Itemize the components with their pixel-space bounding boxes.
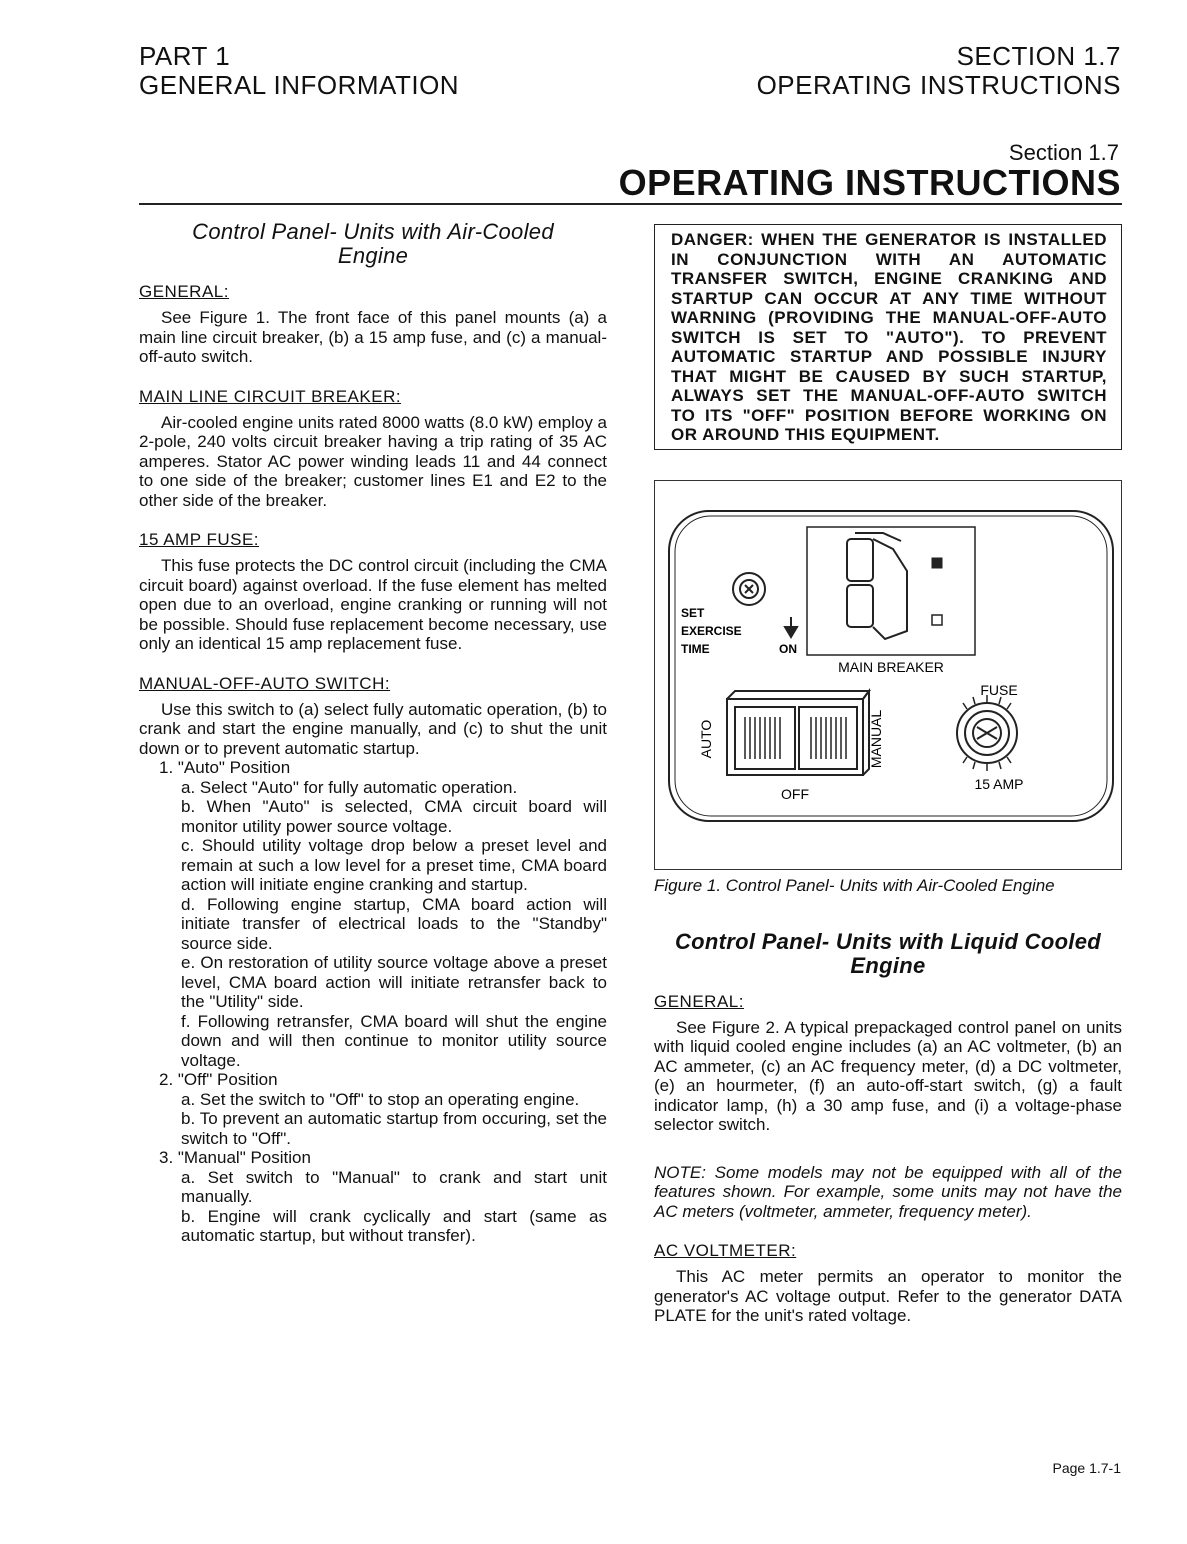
amp-label: 15 AMP <box>974 775 1024 792</box>
list-item-off: 2. "Off" Position <box>159 1070 278 1089</box>
part-title: GENERAL INFORMATION <box>139 70 460 100</box>
liquid-cooled-heading: Control Panel- Units with Liquid Cooled Engine <box>674 928 1101 978</box>
figure-1 <box>654 480 1122 870</box>
section-label: SECTION 1.7 <box>956 41 1121 71</box>
page-header-right <box>757 42 1121 100</box>
fuse-subhead: 15 AMP FUSE: <box>139 530 260 549</box>
right-column <box>654 220 1122 1326</box>
breaker-handle <box>847 533 907 639</box>
general-subhead-right: GENERAL: <box>654 991 744 1011</box>
set-exercise-knob <box>733 573 765 605</box>
general-paragraph: See Figure 1. The front face of this panel mounts (a) a main line circuit breaker, (b) a 15 amp fuse, and (c) a manual-off-auto switch. <box>139 308 607 366</box>
section-number: Section 1.7 <box>1008 140 1119 165</box>
breaker-indicator-off <box>932 615 942 625</box>
page-header-left <box>139 42 459 100</box>
left-column <box>139 220 607 1246</box>
on-arrow-icon <box>785 617 797 637</box>
list-item-1b: b. When "Auto" is selected, CMA circuit board will monitor utility power source voltage. <box>181 797 607 836</box>
danger-box: DANGER: WHEN THE GENERATOR IS INSTALLED IN CONJUNCTION WITH AN AUTOMATIC TRANSFER SWITCH, ENGINE CRANKING AND STARTUP CAN OCCUR AT ANY TIME WITHOUT WARNING (PROVIDING THE MANUAL-OFF-AUTO SWITCH IS SET TO "AUTO"). TO PREVENT AUTOMATIC STARTUP AND POSSIBLE INJURY THAT MIGHT BE CAUSED BY SUCH STARTUP, ALWAYS SET THE MANUAL-OFF-AUTO SWITCH TO ITS "OFF" POSITION BEFORE WORKING ON OR AROUND THIS EQUIPMENT. <box>654 224 1122 450</box>
set-label: SET <box>681 605 705 620</box>
note-paragraph: NOTE: Some models may not be equipped with all of the features shown. For example, some units may not have the AC meters (voltmeter, ammeter, frequency meter). <box>654 1162 1122 1221</box>
switch-subhead: MANUAL-OFF-AUTO SWITCH: <box>139 673 391 693</box>
breaker-subhead: MAIN LINE CIRCUIT BREAKER: <box>139 386 402 406</box>
fuse-label: FUSE <box>980 681 1018 698</box>
section-header-title: OPERATING INSTRUCTIONS <box>756 70 1121 100</box>
list-item-manual: 3. "Manual" Position <box>159 1148 311 1167</box>
auto-label: AUTO <box>698 719 714 758</box>
list-item-auto: 1. "Auto" Position <box>159 758 291 777</box>
title-rule <box>139 203 1122 205</box>
page-number: Page 1.7-1 <box>1052 1460 1121 1476</box>
list-item-1a: a. Select "Auto" for fully automatic operation. <box>181 777 518 797</box>
list-item-2b: b. To prevent an automatic startup from occuring, set the switch to "Off". <box>181 1109 607 1148</box>
list-item-3a: a. Set switch to "Manual" to crank and start unit manually. <box>181 1167 607 1206</box>
exercise-label: EXERCISE <box>681 623 742 638</box>
figure-caption: Figure 1. Control Panel- Units with Air-Cooled Engine <box>654 875 1055 895</box>
list-item-1e: e. On restoration of utility source voltage above a preset level, CMA board action will initiate retransfer back to the "Utility" side. <box>181 953 607 1011</box>
list-item-1f: f. Following retransfer, CMA board will shut the engine down and will then continue to monitor utility source voltage. <box>181 1011 607 1070</box>
general-subhead: GENERAL: <box>139 282 229 301</box>
fuse-paragraph: This fuse protects the DC control circuit (including the CMA circuit board) against overload. If the fuse element has melted open due to an overload, engine cranking or running will not be possible. Should fuse replacement become necessary, use only an identical 15 amp replacement fuse. <box>139 556 607 653</box>
air-cooled-heading: Control Panel- Units with Air-Cooled Engine <box>192 219 554 268</box>
page-title: OPERATING INSTRUCTIONS <box>618 162 1121 203</box>
general-paragraph-right: See Figure 2. A typical prepackaged control panel on units with liquid cooled engine includes (a) an AC voltmeter, (b) an AC ammeter, (c) an AC frequency meter, (d) a DC voltmeter, (e) an hourmeter, (f) an auto-off-start switch, (g) a fault indicator lamp, (h) a 30 amp fuse, and (i) a voltage-phase selector switch. <box>654 1017 1122 1134</box>
list-item-3b: b. Engine will crank cyclically and start (same as automatic startup, but without transfer). <box>181 1206 607 1245</box>
voltmeter-subhead: AC VOLTMETER: <box>654 1241 797 1260</box>
off-label: OFF <box>781 785 809 802</box>
manual-label: MANUAL <box>868 709 884 768</box>
switch-paragraph: Use this switch to (a) select fully automatic operation, (b) to crank and start the engine manually, and (c) to shut the unit down or to prevent automatic startup. <box>139 699 607 758</box>
on-label: ON <box>779 641 797 656</box>
control-panel-diagram <box>655 481 1121 867</box>
main-breaker-label: MAIN BREAKER <box>838 658 944 675</box>
list-item-1c: c. Should utility voltage drop below a preset level and remain at such a low level for a preset time, CMA board action will initiate engine cranking and startup. <box>181 836 607 894</box>
fuse-holder-icon <box>957 695 1017 771</box>
rocker-switch <box>727 691 869 775</box>
breaker-indicator-on <box>932 558 942 568</box>
breaker-paragraph: Air-cooled engine units rated 8000 watts (8.0 kW) employ a 2-pole, 240 volts circuit breaker having a trip rating of 35 AC amperes. Stator AC power winding leads 11 and 44 connect to one side of the breaker; customer lines E1 and E2 to the other side of the breaker. <box>139 412 608 510</box>
voltmeter-paragraph: This AC meter permits an operator to monitor the generator's AC voltage output. Refer to the generator DATA PLATE for the unit's rated voltage. <box>654 1267 1122 1325</box>
part-label: PART 1 <box>139 41 231 71</box>
list-item-2a: a. Set the switch to "Off" to stop an operating engine. <box>181 1089 580 1109</box>
list-item-1d: d. Following engine startup, CMA board action will initiate transfer of electrical loads to the "Standby" source side. <box>181 894 607 953</box>
time-label: TIME <box>681 641 710 656</box>
